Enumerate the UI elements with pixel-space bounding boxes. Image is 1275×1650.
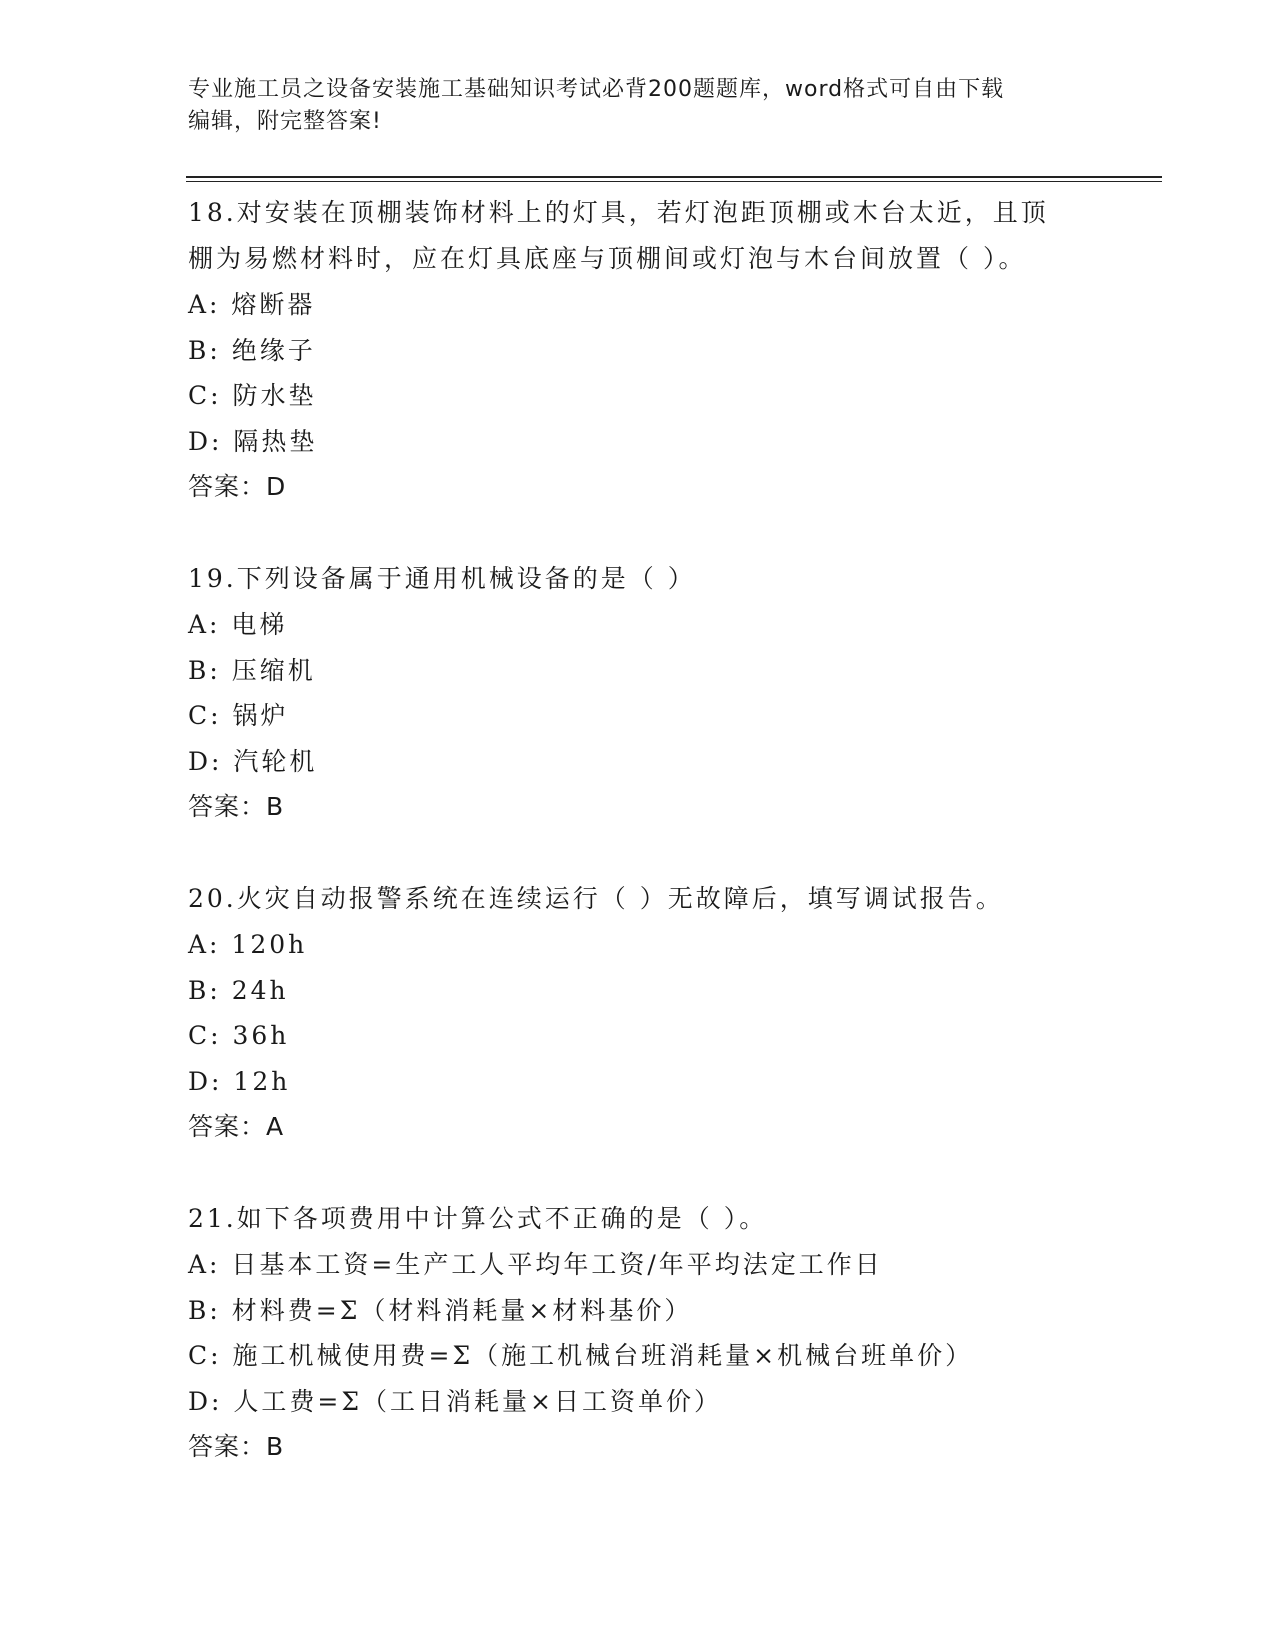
option-a: A: 120h: [188, 930, 308, 959]
option-b: B: 绝缘子: [188, 335, 316, 365]
header-divider-thin: [186, 181, 1162, 182]
answer: 答案：B: [188, 792, 285, 821]
option-c: C: 施工机械使用费=Σ（施工机械台班消耗量×机械台班单价）: [188, 1341, 974, 1370]
header-title-line-1: 专业施工员之设备安装施工基础知识考试必背200题题库，word格式可自由下载: [188, 77, 1005, 102]
question-stem-continued: 棚为易燃材料时，应在灯具底座与顶棚间或灯泡与木台间放置（ ）。: [188, 244, 1027, 273]
header-divider-thick: [186, 176, 1162, 178]
question-stem: 20.火灾自动报警系统在连续运行（ ）无故障后，填写调试报告。: [188, 884, 1004, 913]
header-title-line-2: 编辑，附完整答案!: [188, 109, 382, 134]
answer: 答案：B: [188, 1432, 285, 1461]
option-a: A: 日基本工资=生产工人平均年工资/年平均法定工作日: [188, 1250, 883, 1279]
document-header: [188, 74, 1088, 138]
option-d: D: 隔热垫: [188, 426, 318, 456]
question-20: [188, 876, 1148, 1150]
option-d: D: 人工费=Σ（工日消耗量×日工资单价）: [188, 1386, 722, 1416]
question-stem: 19.下列设备属于通用机械设备的是（ ）: [188, 564, 696, 593]
option-b: B: 24h: [188, 975, 289, 1005]
answer: 答案：A: [188, 1112, 285, 1141]
question-stem: 18.对安装在顶棚装饰材料上的灯具，若灯泡距顶棚或木台太近，且顶: [188, 198, 1049, 227]
answer: 答案：D: [188, 472, 287, 501]
question-stem: 21.如下各项费用中计算公式不正确的是（ ）。: [188, 1204, 768, 1233]
option-a: A: 熔断器: [188, 290, 316, 319]
option-b: B: 材料费=Σ（材料消耗量×材料基价）: [188, 1295, 693, 1325]
option-d: D: 汽轮机: [188, 746, 318, 776]
option-d: D: 12h: [188, 1066, 291, 1096]
question-21: [188, 1196, 1148, 1470]
question-list: [188, 190, 1148, 1516]
option-a: A: 电梯: [188, 610, 288, 639]
option-c: C: 36h: [188, 1021, 290, 1050]
option-c: C: 防水垫: [188, 381, 317, 410]
option-c: C: 锅炉: [188, 701, 289, 730]
question-18: [188, 190, 1148, 510]
option-b: B: 压缩机: [188, 655, 316, 685]
question-19: [188, 556, 1148, 830]
